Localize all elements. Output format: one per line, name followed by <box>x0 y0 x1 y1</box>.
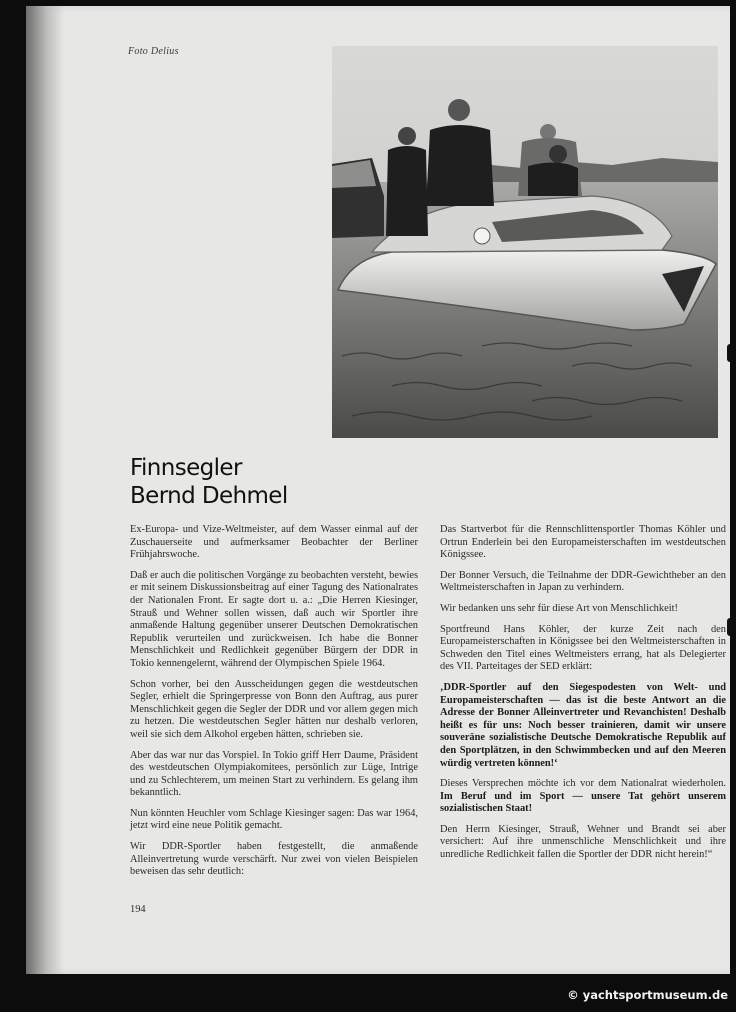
page-gutter-shadow <box>26 6 64 974</box>
paragraph: Nun könnten Heuchler vom Schlage Kiesinger sagen: Das war 1964, jetzt wird eine neue Politik gemacht. <box>130 807 418 832</box>
left-text-column <box>130 524 418 887</box>
paragraph: Aber das war nur das Vorspiel. In Tokio griff Herr Daume, Präsident des westdeutschen Olympiakomitees, persönlich zur Lüge, Intrige und zu Schlechterem, um meinen Start zu verhindern. Es gelang ihm bekanntlich. <box>130 749 418 799</box>
paragraph-text: Dieses Versprechen möchte ich vor dem Nationalrat wiederholen. <box>440 778 726 790</box>
paragraph: Sportfreund Hans Köhler, der kurze Zeit nach den Europameisterschaften in Königssee bei den Weltmeisterschaften in Schweden den Titel eines Weltmeisters errang, hat als Delegierter des VII. Parteitages der SED erklärt: <box>440 623 726 673</box>
binding-mark-icon <box>727 618 730 636</box>
paragraph: Daß er auch die politischen Vorgänge zu beobachten versteht, bewies er mit seinem Diskussionsbeitrag auf einer Tagung des Nationalrates der Nationalen Front. Er sagte dort u. a.: „Die Herren Kiesinger, Strauß und Wehner sollen wissen, daß auch wir Sportler ihre anmaßende Haltung gegenüber unserer Deutschen Demokratischen Republik verurteilen und zurückweisen. Ich habe die Bonner Menschlichkeit und Redlichkeit gegenüber Bürgern der DDR in Tokio kennengelernt, während der Olympischen Spiele 1964. <box>130 569 418 669</box>
copyright-watermark: © yachtsportmuseum.de <box>567 988 728 1002</box>
page-number: 194 <box>130 904 146 915</box>
bold-slogan: Im Beruf und im Sport — unsere Tat gehört unserem sozialistischen Staat! <box>440 790 726 815</box>
paragraph: Wir bedanken uns sehr für diese Art von Menschlichkeit! <box>440 602 678 614</box>
photo-credit: Foto Delius <box>128 46 179 57</box>
paragraph: Ex-Europa- und Vize-Weltmeister, auf dem Wasser einmal auf der Zuschauerseite und aufmerksamer Beobachter der Berliner Frühjahrswoche. <box>130 524 418 561</box>
paragraph: Den Herrn Kiesinger, Strauß, Wehner und Brandt sei aber versichert: Auf ihre unmenschliche Menschlichkeit und ihre unredliche Redlichkeit fallen die Sportler der DDR nicht herein!“ <box>440 823 726 861</box>
headline-line-2: Bernd Dehmel <box>130 483 288 509</box>
paragraph: Das Startverbot für die Rennschlittensportler Thomas Köhler und Ortrun Enderlein bei den Europameisterschaften im westdeutschen Königssee. <box>440 524 726 561</box>
paragraph <box>440 778 726 816</box>
magazine-page <box>26 6 730 974</box>
bold-quote: ‚DDR-Sportler auf den Siegespodesten von Welt- und Europameisterschaften — das ist die beste Antwort an die Adresse der Bonner Alleinvertreter und Revanchisten! Deshalb heißt es für uns: Noch besser trainieren, damit wir unsere souveräne sozialistische Deutsche Demokratische Republik auf den Sportplätzen, in den Schwimmbecken und auf den Meeren würdig vertreten können!‘ <box>440 681 726 769</box>
quote-paragraph <box>440 682 726 770</box>
article-headline <box>130 454 288 510</box>
right-text-column <box>440 524 726 870</box>
motorboat-photo <box>332 46 718 438</box>
paragraph: Wir DDR-Sportler haben festgestellt, die anmaßende Alleinvertretung wurde verschärft. Nur zwei von vielen Beispielen beweisen das sehr deutlich: <box>130 841 418 878</box>
binding-mark-icon <box>727 344 730 362</box>
paragraph: Der Bonner Versuch, die Teilnahme der DDR-Gewichtheber an den Weltmeisterschaften in Japan zu verhindern. <box>440 569 726 594</box>
paragraph: Schon vorher, bei den Ausscheidungen gegen die westdeutschen Segler, erhielt die Springerpresse von Bonn den Auftrag, aus purer Menschlichkeit gegen die Segler der DDR und vor allem gegen mich zu hetzen. Die westdeutschen Segler hätten nur deshalb verloren, weil sie sich dem Alkohol ergeben hätten, schrieben sie. <box>130 678 418 740</box>
motorboat-photo-drawing <box>332 46 718 438</box>
headline-line-1: Finnsegler <box>130 455 242 481</box>
